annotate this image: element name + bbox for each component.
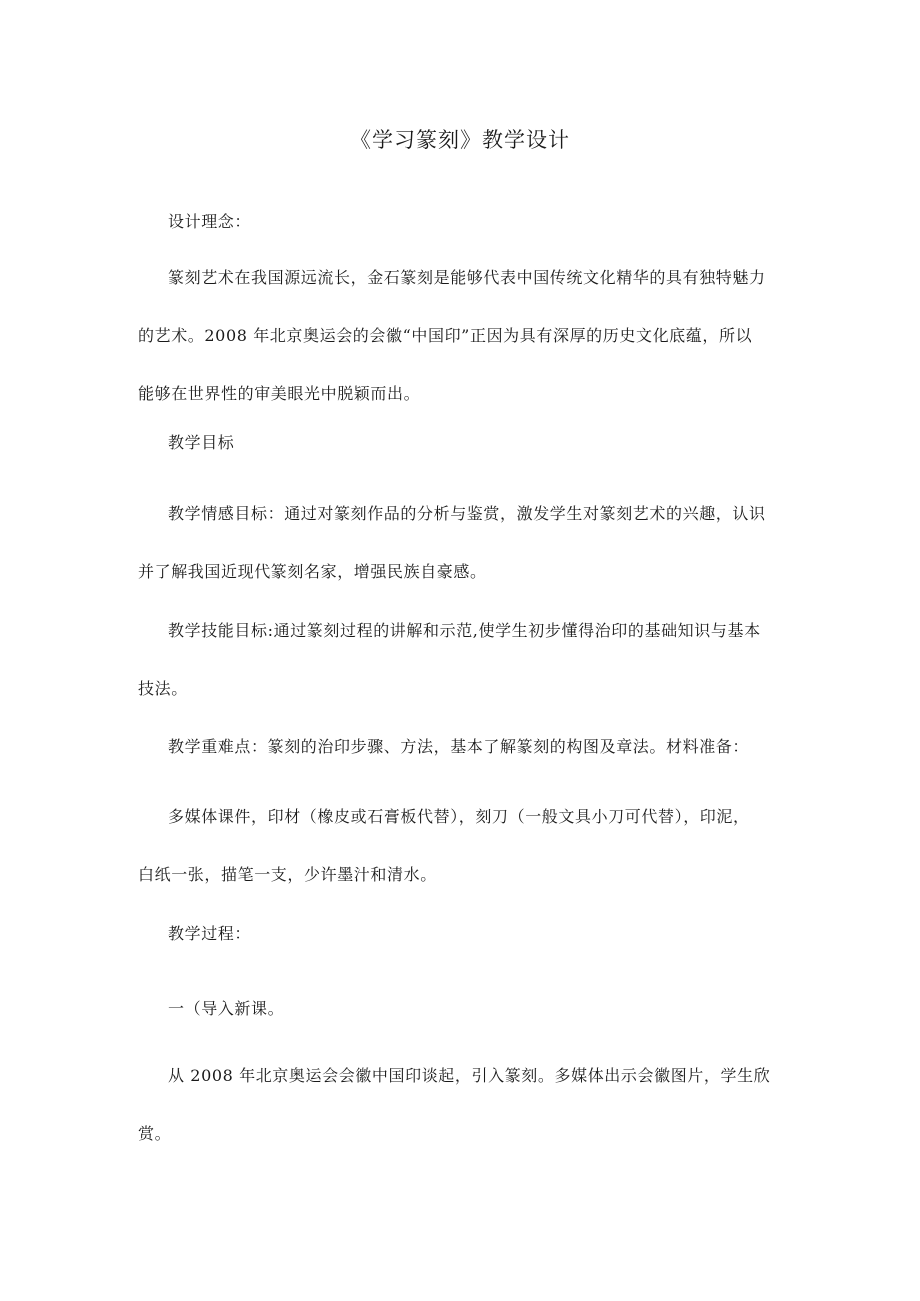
paragraph-process-heading: 教学过程： xyxy=(168,924,252,943)
text-line: 篆刻艺术在我国源远流长，金石篆刻是能够代表中国传统文化精华的具有独特魅力 xyxy=(168,268,766,287)
text-line: 并了解我国近现代篆刻名家，增强民族自豪感。 xyxy=(138,562,487,581)
text-line: 赏。 xyxy=(138,1124,172,1143)
paragraph-materials xyxy=(138,788,786,904)
paragraph-skill-goal xyxy=(138,602,786,718)
paragraph-emotional-goal xyxy=(138,485,786,601)
document-title: 《学习篆刻》教学设计 xyxy=(350,128,570,152)
text-line: 教学情感目标：通过对篆刻作品的分析与鉴赏，激发学生对篆刻艺术的兴趣，认识 xyxy=(168,504,766,523)
paragraph-teaching-goals-heading: 教学目标 xyxy=(168,433,235,452)
paragraph-design-concept-heading: 设计理念： xyxy=(168,212,252,231)
paragraph-design-concept-body xyxy=(138,249,786,423)
text-line: 从 2008 年北京奥运会会徽中国印谈起，引入篆刻。多媒体出示会徽图片，学生欣 xyxy=(168,1066,771,1085)
text-line: 白纸一张，描笔一支，少许墨汁和清水。 xyxy=(138,865,437,884)
text-line: 的艺术。2008 年北京奥运会的会徽“中国印”正因为具有深厚的历史文化底蕴，所以 xyxy=(138,326,753,345)
text-line: 能够在世界性的审美眼光中脱颖而出。 xyxy=(138,384,421,403)
paragraph-step-one-body xyxy=(138,1047,786,1163)
paragraph-key-points: 教学重难点：篆刻的治印步骤、方法，基本了解篆刻的构图及章法。材料准备： xyxy=(168,737,750,756)
text-line: 技法。 xyxy=(138,679,188,698)
text-line: 教学技能目标:通过篆刻过程的讲解和示范,使学生初步懂得治印的基础知识与基本 xyxy=(168,621,761,640)
text-line: 多媒体课件，印材（橡皮或石膏板代替），刻刀（一般文具小刀可代替），印泥， xyxy=(168,807,750,826)
paragraph-step-one: 一（导入新课。 xyxy=(168,999,285,1018)
